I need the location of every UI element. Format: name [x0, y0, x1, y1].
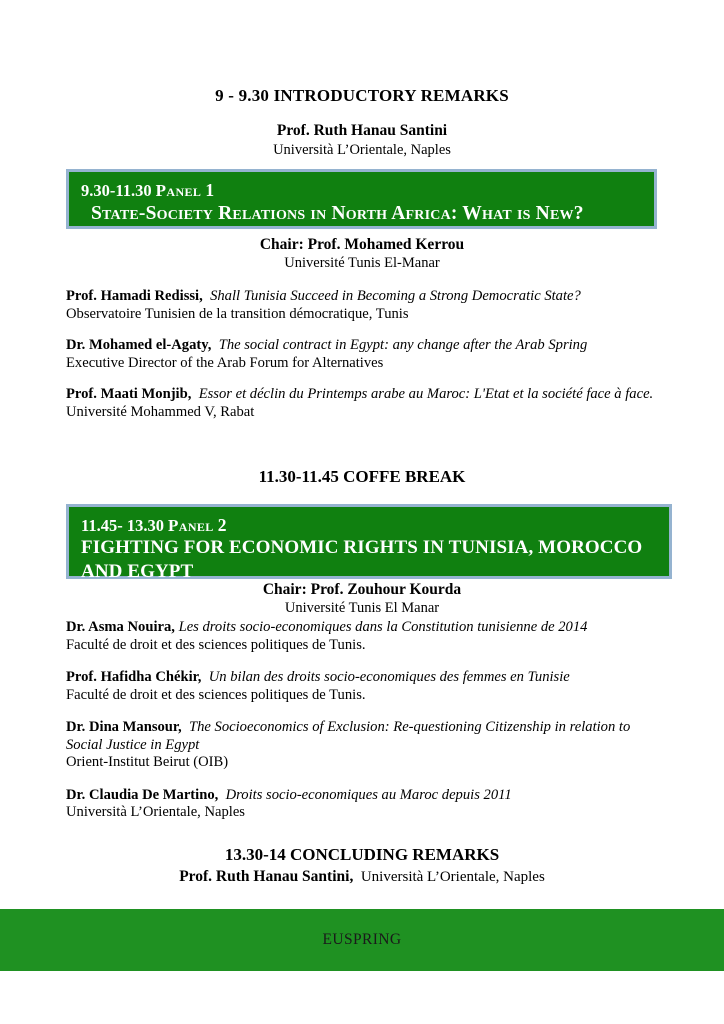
concluding-speaker-name: Prof. Ruth Hanau Santini, [179, 868, 354, 885]
panel-1-box [66, 169, 657, 229]
concluding-speaker-affiliation: Università L’Orientale, Naples [360, 869, 545, 885]
panel-2-chair-block [0, 581, 724, 617]
speaker-name: Dr. Dina Mansour, [66, 719, 182, 735]
panel-2-time-line [81, 515, 657, 536]
speaker-name: Prof. Hamadi Redissi, [66, 288, 203, 304]
coffee-break-heading: 11.30-11.45 COFFE BREAK [258, 467, 466, 486]
speaker-paper-title: Droits socio-economiques au Maroc depuis 2011 [225, 786, 512, 803]
speaker-entry [66, 669, 666, 704]
speaker-name: Dr. Asma Nouira, [66, 619, 175, 635]
speaker-entry [66, 787, 666, 822]
panel-1-speaker-list [66, 288, 666, 421]
speaker-entry [66, 719, 666, 772]
speaker-name: Dr. Claudia De Martino, [66, 786, 219, 803]
panel-2-speaker-list [66, 619, 666, 822]
speaker-entry [66, 619, 666, 654]
speaker-paper-title: Un bilan des droits socio-economiques des femmes en Tunisie [208, 669, 570, 685]
concluding-speaker-line [0, 868, 724, 886]
speaker-entry [66, 386, 666, 421]
speaker-affiliation: Observatoire Tunisien de la transition démocratique, Tunis [66, 305, 409, 322]
speaker-paper-title: The Socioeconomics of Exclusion: Re-questioning Citizenship in relation to Social Justice in Egypt [66, 719, 631, 753]
speaker-affiliation: Université Mohammed V, Rabat [66, 403, 255, 420]
speaker-affiliation: Faculté de droit et des sciences politiques de Tunis. [66, 636, 366, 653]
footer-project-label: EUSPRING [322, 931, 402, 948]
panel-1-chair-name: Chair: Prof. Mohamed Kerrou [259, 236, 465, 253]
speaker-affiliation: Orient-Institut Beirut (OIB) [66, 754, 229, 770]
panel-2-time: 11.45- 13.30 [81, 516, 164, 535]
speaker-entry [66, 337, 666, 372]
speaker-paper-title: Les droits socio-economiques dans la Constitution tunisienne de 2014 [178, 619, 588, 635]
concluding-heading: 13.30-14 CONCLUDING REMARKS [224, 845, 500, 864]
panel-1-title: State-Society Relations in North Africa: What is New? [91, 203, 584, 225]
intro-speaker-name: Prof. Ruth Hanau Santini [276, 122, 448, 139]
panel-2-title: FIGHTING FOR ECONOMIC RIGHTS IN TUNISIA, MOROCCO AND EGYPT [81, 537, 643, 582]
panel-1-chair-block [0, 236, 724, 272]
footer-banner [0, 909, 724, 971]
speaker-affiliation: Faculté de droit et des sciences politiques de Tunis. [66, 686, 366, 703]
panel-1-time-line [81, 180, 642, 201]
speaker-paper-title: Shall Tunisia Succeed in Becoming a Strong Democratic State? [210, 288, 581, 304]
speaker-name: Dr. Mohamed el-Agaty, [66, 337, 212, 353]
panel-2-word: Panel [167, 516, 214, 535]
speaker-affiliation: Executive Director of the Arab Forum for Alternatives [66, 354, 384, 371]
speaker-paper-title: Essor et déclin du Printemps arabe au Maroc: L'Etat et la société face à face. [198, 386, 654, 402]
coffee-break-section [0, 467, 724, 487]
speaker-affiliation: Università L’Orientale, Naples [66, 804, 245, 820]
panel-1-word: Panel [155, 181, 202, 200]
intro-speaker-affiliation: Università L’Orientale, Naples [273, 142, 451, 158]
panel-2-chair-name: Chair: Prof. Zouhour Kourda [262, 581, 462, 598]
panel-1-time: 9.30-11.30 [81, 181, 152, 200]
intro-section [0, 86, 724, 159]
speaker-name: Prof. Hafidha Chékir, [66, 669, 202, 685]
speaker-name: Prof. Maati Monjib, [66, 386, 192, 402]
concluding-section [0, 845, 724, 886]
panel-2-number: 2 [217, 515, 227, 535]
panel-1-chair-affiliation: Université Tunis El-Manar [284, 255, 440, 271]
intro-heading: 9 - 9.30 INTRODUCTORY REMARKS [215, 86, 509, 105]
speaker-entry [66, 288, 666, 323]
panel-2-chair-affiliation: Université Tunis El Manar [284, 600, 440, 616]
panel-2-box [66, 504, 672, 582]
speaker-paper-title: The social contract in Egypt: any change after the Arab Spring [218, 337, 588, 353]
panel-1-number: 1 [205, 180, 215, 200]
